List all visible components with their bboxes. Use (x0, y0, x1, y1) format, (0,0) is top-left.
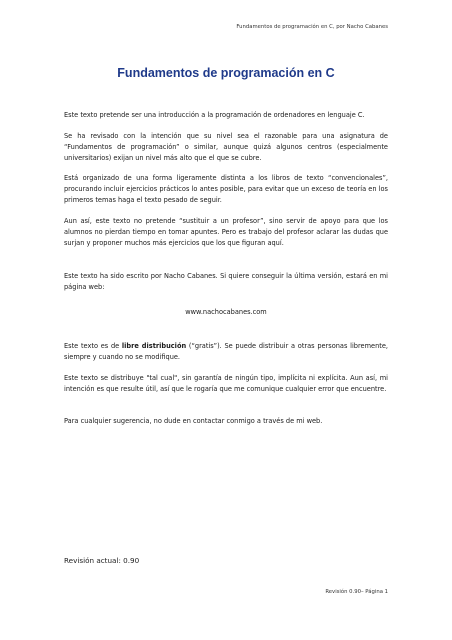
license-text-after: (“gratis”). Se puede distribuir a otras personas libremente, siempre y cuando no se modifique. (64, 342, 388, 361)
license-paragraph (64, 341, 388, 363)
website-link[interactable]: www.nachocabanes.com (185, 308, 267, 316)
teacher-paragraph: Aun así, este texto no pretende “sustituir a un profesor”, sino servir de apoyo para que los alumnos no pierdan tiempo en tomar apuntes. Pero es trabajo del profesor aclarar las dudas que surjan y proponer muchos más ejercicios que los que figuran aquí. (64, 217, 388, 247)
revision-label: Revisión actual: 0.90 (64, 556, 140, 565)
license-text-before: Este texto es de (64, 342, 122, 350)
author-paragraph: Este texto ha sido escrito por Nacho Cabanes. Si quiere conseguir la última versión, estará en mi página web: (64, 272, 388, 291)
page-footer: Revisión 0.90– Página 1 (325, 589, 388, 595)
organization-paragraph: Está organizado de una forma ligeramente distinta a los libros de texto “convencionales”, procurando incluir ejercicios prácticos lo antes posible, para evitar que un exceso de teoría en los primeros temas haga el texto pesado de seguir. (64, 174, 388, 204)
contact-paragraph: Para cualquier sugerencia, no dude en contactar conmigo a través de mi web. (64, 417, 323, 425)
level-paragraph: Se ha revisado con la intención que su nivel sea el razonable para una asignatura de “Fundamentos de programación” o similar, aunque quizá algunos centros (especialmente universitarios) exijan un nivel más alto que el que se cubre. (64, 132, 388, 162)
intro-paragraph: Este texto pretende ser una introducción a la programación de ordenadores en lenguaje C. (64, 111, 365, 119)
running-header: Fundamentos de programación en C, por Nacho Cabanes (236, 24, 388, 30)
warranty-paragraph: Este texto se distribuye "tal cual", sin garantía de ningún tipo, implícita ni explícita. Aun así, mi intención es que resulte útil, así que le rogaría que me comunique cualquier error que encuentre. (64, 374, 388, 393)
page-title: Fundamentos de programación en C (117, 66, 335, 80)
license-bold-text: libre distribución (121, 342, 187, 350)
